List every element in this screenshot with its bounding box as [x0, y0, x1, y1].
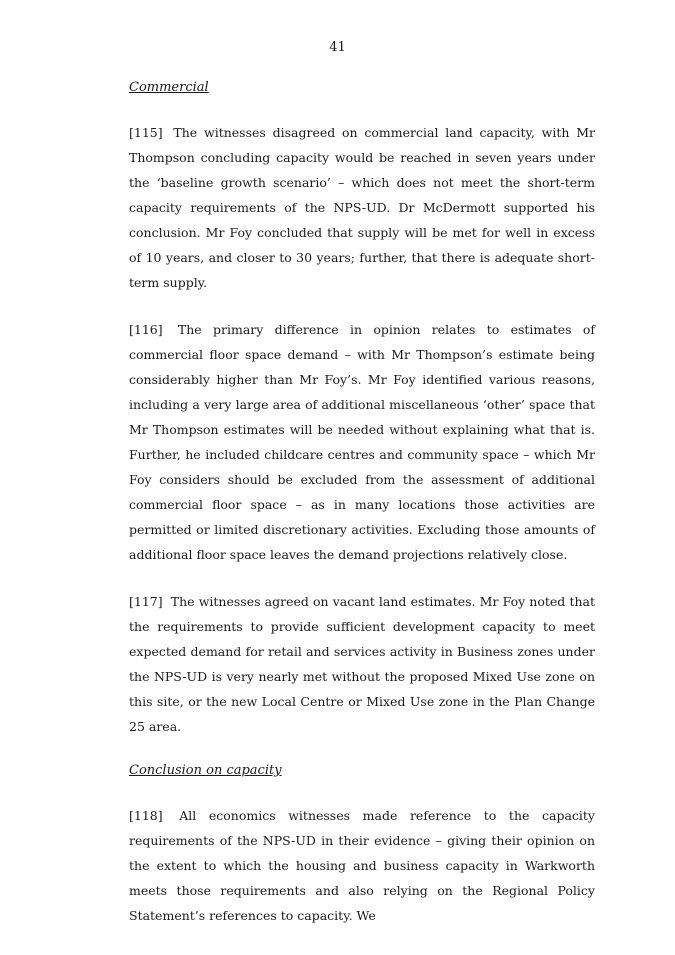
page-number: 41: [329, 40, 346, 55]
paragraph-number: [118]: [129, 808, 163, 823]
paragraph-text: The witnesses agreed on vacant land estimates. Mr Foy noted that the requirements to provide sufficient development capacity to meet expected demand for retail and services activity in Business zones under the NPS-UD is very nearly met without the proposed Mixed Use zone on this site, or the new Local Centre or Mixed Use zone in the Plan Change 25 area.: [129, 594, 595, 734]
paragraph-116: [129, 317, 595, 567]
paragraph-text: The witnesses disagreed on commercial land capacity, with Mr Thompson concluding capacity would be reached in seven years under the ‘baseline growth scenario’ – which does not meet the short-term capacity requirements of the NPS-UD. Dr McDermott supported his conclusion. Mr Foy concluded that supply will be met for well in excess of 10 years, and closer to 30 years; further, that there is adequate short-term supply.: [129, 125, 595, 290]
paragraph-text: The primary difference in opinion relates to estimates of commercial floor space demand – with Mr Thompson’s estimate being considerably higher than Mr Foy’s. Mr Foy identified various reasons, including a very large area of additional miscellaneous ‘other’ space that Mr Thompson estimates will be needed without explaining what that is. Further, he included childcare centres and community space – which Mr Foy considers should be excluded from the assessment of additional commercial floor space – as in many locations those activities are permitted or limited discretionary activities. Excluding those amounts of additional floor space leaves the demand projections relatively close.: [129, 322, 595, 562]
paragraph-number: [116]: [129, 322, 163, 337]
paragraph-number: [117]: [129, 594, 163, 609]
section-heading-commercial: Commercial: [129, 80, 209, 95]
paragraph-117: [129, 589, 595, 739]
paragraph-text: All economics witnesses made reference to the capacity requirements of the NPS-UD in their evidence – giving their opinion on the extent to which the housing and business capacity in Warkworth meets those requirements and also relying on the Regional Policy Statement’s references to capacity. We: [129, 808, 595, 923]
paragraph-number: [115]: [129, 125, 163, 140]
paragraph-118: [129, 803, 595, 928]
document-body: [129, 78, 595, 950]
paragraph-115: [129, 120, 595, 295]
section-heading-conclusion-on-capacity: Conclusion on capacity: [129, 763, 282, 778]
